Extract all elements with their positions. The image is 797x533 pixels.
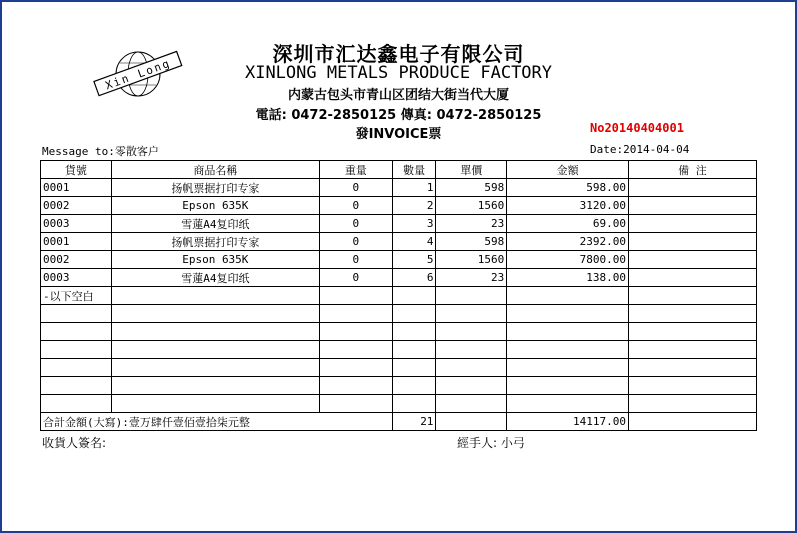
empty-row <box>41 359 757 377</box>
cell-quantity: 1 <box>392 179 436 197</box>
header-weight: 重量 <box>319 161 392 179</box>
cell-weight: 0 <box>319 233 392 251</box>
table-row <box>41 233 757 251</box>
cell-quantity: 5 <box>392 251 436 269</box>
cell-item-no: 0001 <box>41 179 112 197</box>
cell-unit-price: 598 <box>436 233 507 251</box>
table-row <box>41 269 757 287</box>
cell-remarks <box>628 197 756 215</box>
cell-remarks <box>628 215 756 233</box>
cell-weight: 0 <box>319 197 392 215</box>
company-name-cn: 深圳市汇达鑫电子有限公司 <box>272 42 525 66</box>
header-item-no: 貨號 <box>41 161 112 179</box>
header-remarks: 備 注 <box>628 161 756 179</box>
cell-remarks <box>628 233 756 251</box>
cell-item-no: 0002 <box>41 197 112 215</box>
cell-item-no: 0003 <box>41 215 112 233</box>
cell-quantity: 3 <box>392 215 436 233</box>
blank-marker: -以下空白 <box>41 287 112 305</box>
cell-amount: 2392.00 <box>507 233 629 251</box>
invoice-number: No20140404001 <box>590 121 684 135</box>
document-title: 發INVOICE票 <box>355 127 442 142</box>
cell-product-name: Epson 635K <box>111 251 319 269</box>
cell-product-name: 扬帆票据打印专家 <box>111 179 319 197</box>
cell-remarks <box>628 251 756 269</box>
company-address: 内蒙古包头市青山区团结大街当代大厦 <box>287 88 509 103</box>
cell-quantity: 6 <box>392 269 436 287</box>
empty-row <box>41 377 757 395</box>
cell-quantity: 2 <box>392 197 436 215</box>
invoice-table <box>40 160 757 431</box>
header-quantity: 數量 <box>392 161 436 179</box>
table-row <box>41 197 757 215</box>
header-product-name: 商品名稱 <box>111 161 319 179</box>
total-amount: 14117.00 <box>507 413 629 431</box>
phone-line: 電話: 0472-2850125 傳真: 0472-2850125 <box>255 108 542 123</box>
table-row <box>41 215 757 233</box>
cell-product-name: 扬帆票据打印专家 <box>111 233 319 251</box>
empty-row <box>41 323 757 341</box>
cell-amount: 598.00 <box>507 179 629 197</box>
empty-row <box>41 305 757 323</box>
table-row <box>41 179 757 197</box>
receiver-signature-label: 收貨人簽名: <box>42 436 107 450</box>
cell-weight: 0 <box>319 269 392 287</box>
handler-label: 經手人: 小弓 <box>457 436 525 450</box>
cell-amount: 3120.00 <box>507 197 629 215</box>
cell-weight: 0 <box>319 215 392 233</box>
logo-text: Xin Long <box>103 56 173 93</box>
table-header-row <box>41 161 757 179</box>
message-to: Message to:零散客户 <box>42 145 159 158</box>
invoice-date: Date:2014-04-04 <box>590 143 690 156</box>
cell-item-no: 0001 <box>41 233 112 251</box>
cell-amount: 69.00 <box>507 215 629 233</box>
cell-unit-price: 1560 <box>436 197 507 215</box>
cell-weight: 0 <box>319 179 392 197</box>
cell-unit-price: 23 <box>436 269 507 287</box>
cell-weight: 0 <box>319 251 392 269</box>
cell-amount: 138.00 <box>507 269 629 287</box>
total-quantity: 21 <box>392 413 436 431</box>
header-unit-price: 單價 <box>436 161 507 179</box>
empty-row <box>41 395 757 413</box>
total-label: 合計金額(大寫):壹万肆仟壹佰壹拾柒元整 <box>41 413 393 431</box>
table-row <box>41 251 757 269</box>
total-row <box>41 413 757 431</box>
company-name-en: XINLONG METALS PRODUCE FACTORY <box>244 63 553 83</box>
cell-unit-price: 23 <box>436 215 507 233</box>
cell-unit-price: 598 <box>436 179 507 197</box>
header-amount: 金額 <box>507 161 629 179</box>
cell-remarks <box>628 269 756 287</box>
cell-remarks <box>628 179 756 197</box>
cell-item-no: 0003 <box>41 269 112 287</box>
empty-row <box>41 341 757 359</box>
cell-item-no: 0002 <box>41 251 112 269</box>
cell-unit-price: 1560 <box>436 251 507 269</box>
table-row-blank-marker <box>41 287 757 305</box>
cell-product-name: Epson 635K <box>111 197 319 215</box>
cell-product-name: 雪蓮A4复印纸 <box>111 269 319 287</box>
cell-quantity: 4 <box>392 233 436 251</box>
cell-product-name: 雪蓮A4复印纸 <box>111 215 319 233</box>
cell-amount: 7800.00 <box>507 251 629 269</box>
